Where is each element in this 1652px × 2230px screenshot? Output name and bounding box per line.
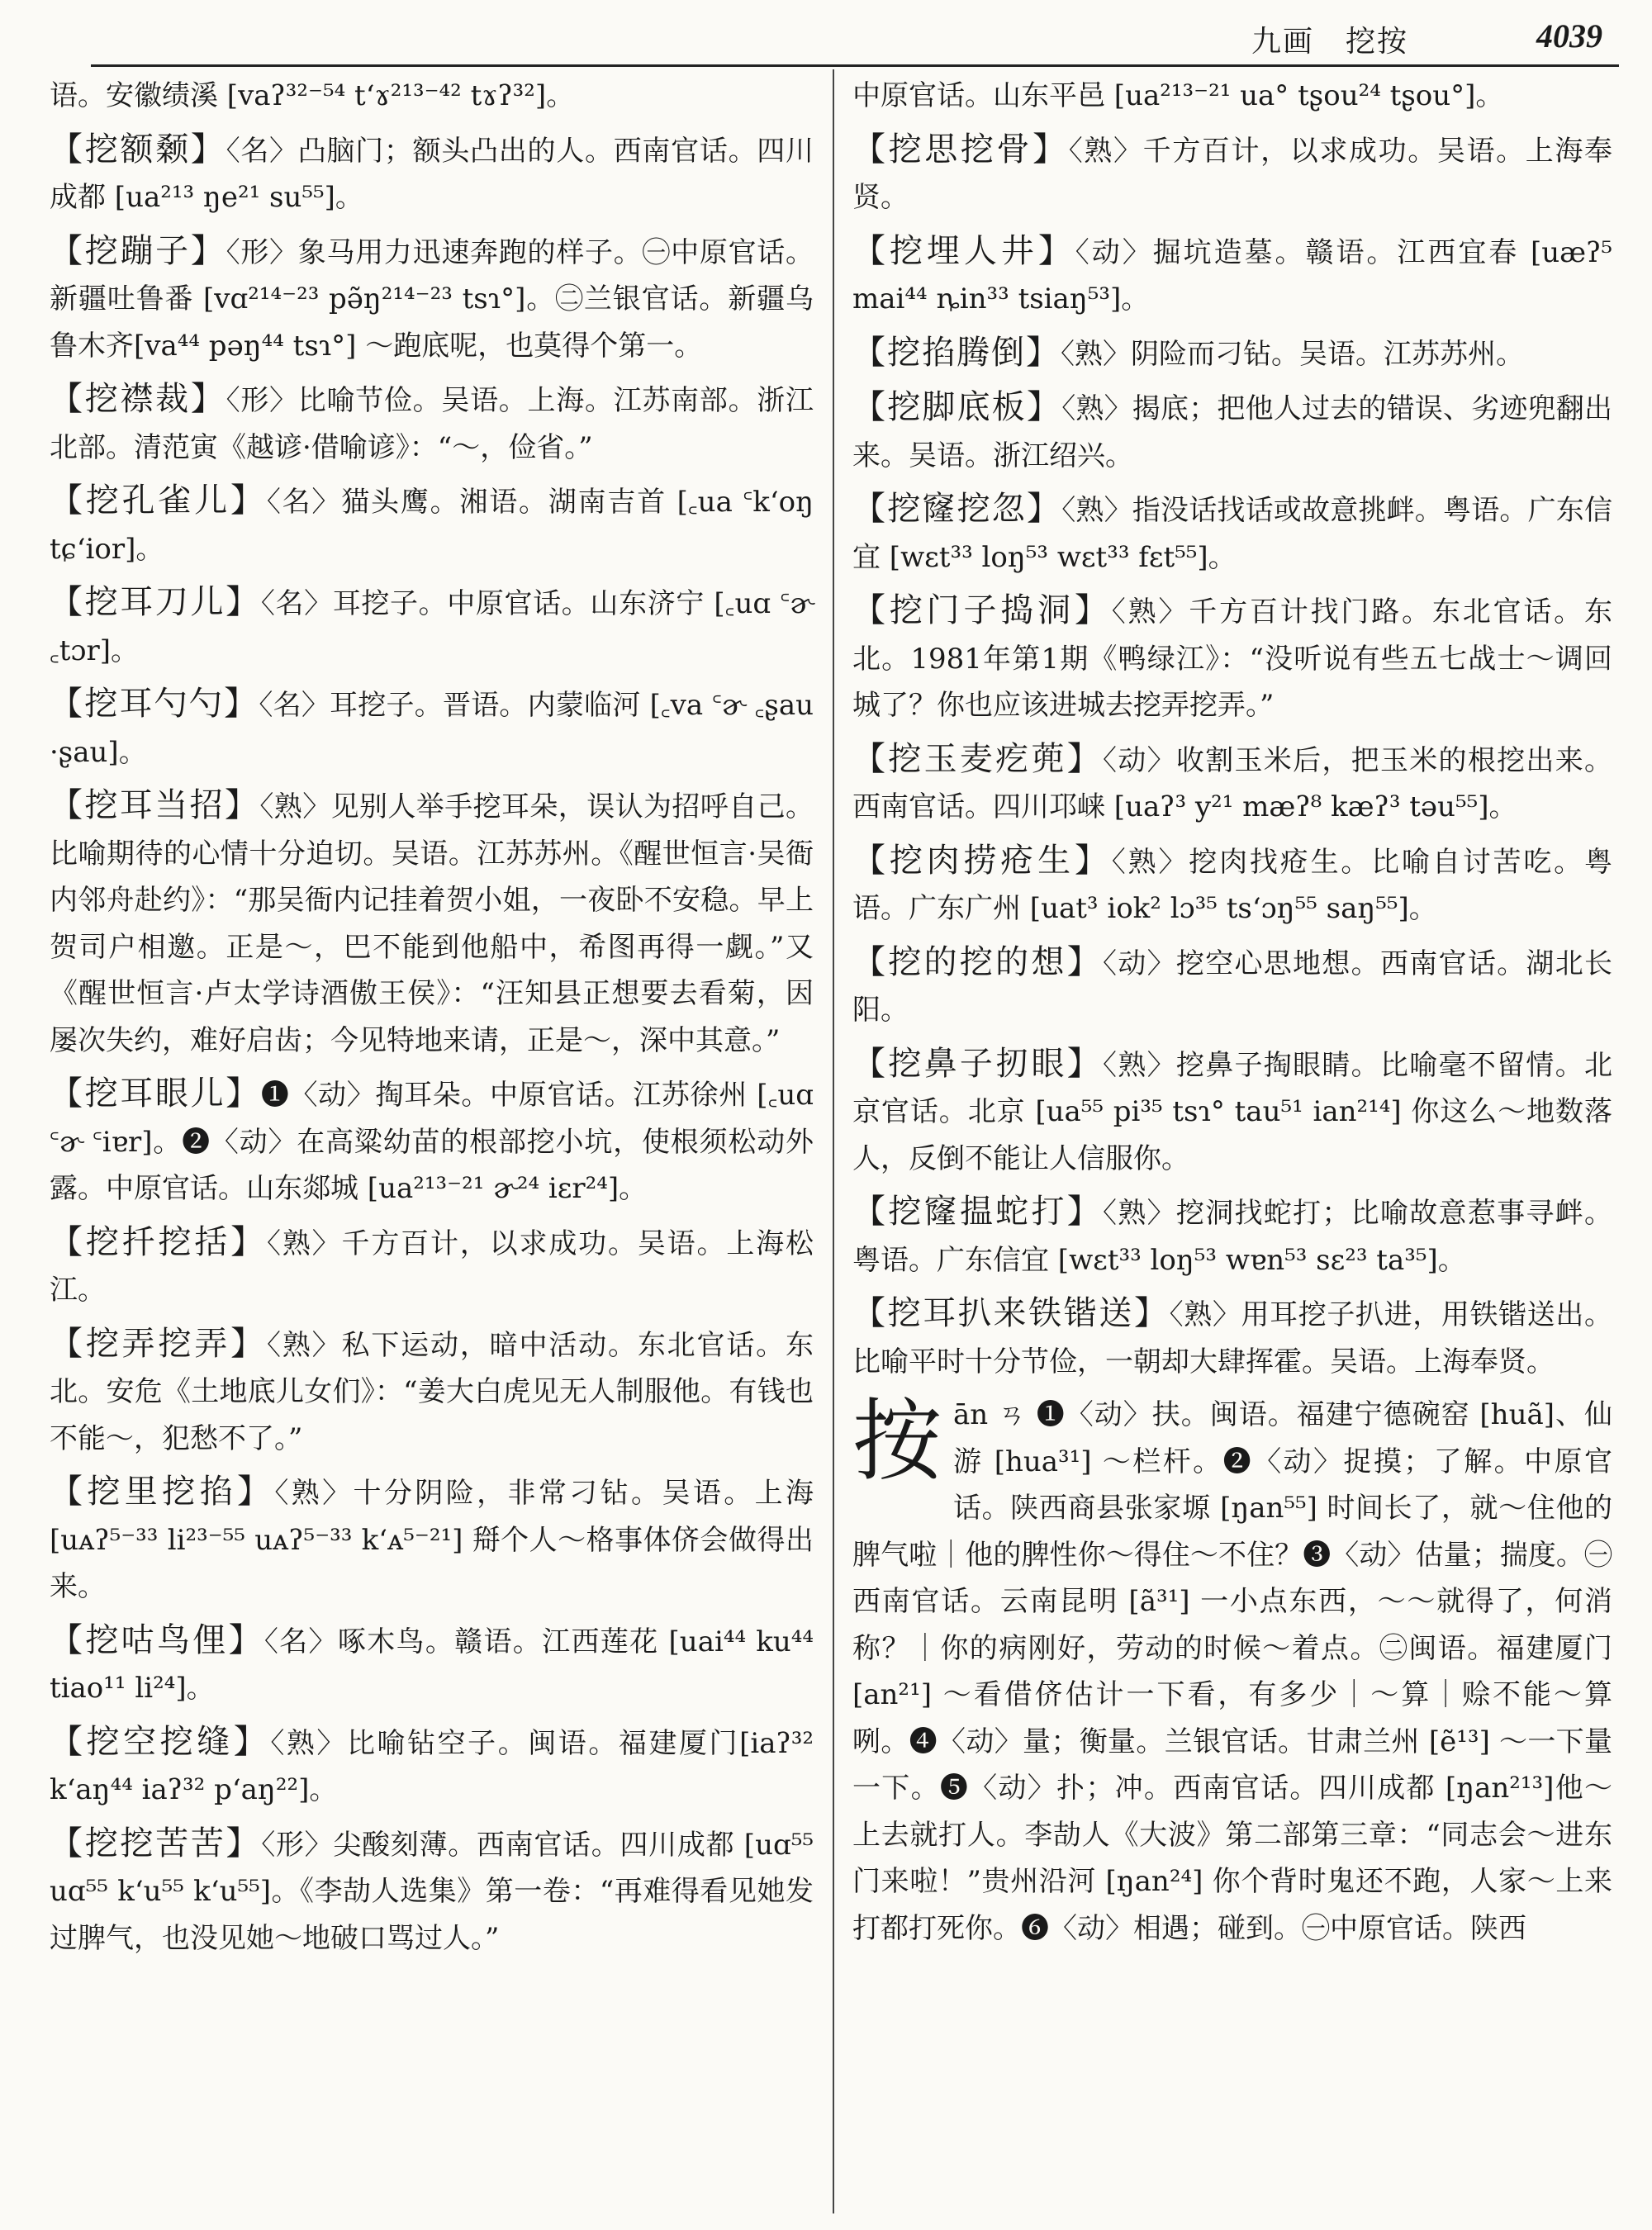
right-column xyxy=(852,71,1612,2213)
entry-text: 〈熟〉挖肉找疮生。比喻自讨苦吃。粤语。广东广州 [uat³ iok² lɔ³⁵ tsʻɔŋ⁵⁵ saŋ⁵⁵]。 xyxy=(852,845,1613,925)
entry-text: 〈名〉耳挖子。中原官话。山东济宁 [꜀uɑ ꜂ɚ ꜀tɔr]。 xyxy=(50,587,814,667)
headword: 【挖耳刀儿】 xyxy=(50,583,261,621)
entry-text: 〈形〉尖酸刻薄。西南官话。四川成都 [uɑ⁵⁵ uɑ⁵⁵ kʻu⁵⁵ kʻu⁵⁵]。《李劼人选集》第一卷：“再难得看见她发过脾气，也没见她～地破口骂过人。” xyxy=(50,1828,814,1955)
dictionary-entry xyxy=(852,384,1612,479)
headword: 【挖肉捞疮生】 xyxy=(852,841,1112,880)
dictionary-entry xyxy=(852,1041,1612,1183)
dictionary-entry xyxy=(50,1719,814,1814)
entry-text: 〈熟〉用耳挖子扒进，用铁锴送出。比喻平时十分节俭，一朝却大肆挥霍。吴语。上海奉贤。 xyxy=(852,1298,1612,1378)
dictionary-entry xyxy=(50,1070,814,1212)
headword: 【挖耳眼儿】 xyxy=(50,1075,261,1113)
headword: 【挖的挖的想】 xyxy=(852,942,1104,981)
dictionary-entry xyxy=(50,71,814,120)
headword: 【挖掐腾倒】 xyxy=(852,333,1061,372)
head-character: 按 xyxy=(852,1390,942,1493)
dictionary-entry xyxy=(852,126,1612,221)
headword: 【挖蹦子】 xyxy=(50,231,226,270)
headword: 【挖玉麦疙蔸】 xyxy=(852,739,1104,778)
column-divider xyxy=(833,69,834,2213)
entry-text: 〈熟〉阴险而刁钻。吴语。江苏苏州。 xyxy=(1061,337,1524,371)
dictionary-entry xyxy=(50,126,814,221)
left-column xyxy=(50,71,814,2213)
entry-text: ān ㄢ ❶〈动〉扶。闽语。福建宁德碗窑 [huã]、仙游 [hua³¹] ～栏杆。❷〈动〉捉摸；了解。中原官话。陕西商县张家塬 [ŋan⁵⁵] 时间长了，就～住他的脾气啦｜他的脾性你～得住～不住？❸〈动〉估量；揣度。㊀西南官话。云南昆明 [ã³¹] 一小点东西，～～就得了，何消称？｜你的病刚好，劳动的时候～着点。㊁闽语。福建厦门 [an²¹] ～看借侪估计一下看，有多少｜～算｜赊不能～算咧。❹〈动〉量；衡量。兰银官话。甘肃兰州 [ẽ¹³] ～一下量一下。❺〈动〉扑；冲。西南官话。四川成都 [ŋan²¹³]他～上去就打人。李劼人《大波》第二部第三章：“同志会～进东门来啦！”贵州沿河 [ŋan²⁴] 你个背时鬼还不跑，人家～上来打都打死你。❻〈动〉相遇；碰到。㊀中原官话。陕西 xyxy=(852,1398,1612,1945)
dictionary-entry xyxy=(852,837,1612,932)
page-number: 4039 xyxy=(1536,17,1602,55)
section-title: 九画 挖按 xyxy=(1251,25,1408,59)
dictionary-entry xyxy=(852,1290,1612,1385)
dictionary-entry xyxy=(852,486,1612,581)
entry-text: 〈形〉比喻节俭。吴语。上海。江苏南部。浙江北部。清范寅《越谚·借喻谚》：“～，俭省。” xyxy=(50,384,814,464)
character-entry-an xyxy=(852,1392,1612,1952)
headword: 【挖鼻子扨眼】 xyxy=(852,1044,1104,1083)
entry-text: 〈名〉凸脑门；额头凸出的人。西南官话。四川成都 [ua²¹³ ŋe²¹ su⁵⁵]。 xyxy=(50,134,814,214)
dictionary-entry xyxy=(852,939,1612,1034)
headword: 【挖耳当招】 xyxy=(50,786,260,824)
dictionary-entry xyxy=(852,736,1612,831)
entry-text: 〈名〉猫头鹰。湘语。湖南吉首 [꜀ua ꜂kʻoŋ tɕʻior]。 xyxy=(50,486,814,566)
headword: 【挖耳扒来铁锴送】 xyxy=(852,1294,1170,1332)
entry-text: 〈熟〉私下运动，暗中活动。东北官话。东北。安危《土地底儿女们》：“姜大白虎见无人制服他。有钱也不能～，犯愁不了。” xyxy=(50,1328,814,1455)
dictionary-entry xyxy=(50,782,814,1064)
entry-text: 语。安徽绩溪 [vaʔ³²⁻⁵⁴ tʻɤ²¹³⁻⁴² tɤʔ³²]。 xyxy=(50,79,575,112)
dictionary-entry xyxy=(50,376,814,471)
headword: 【挖空挖缝】 xyxy=(50,1722,271,1761)
dictionary-entry xyxy=(50,1617,814,1712)
headword: 【挖扦挖括】 xyxy=(50,1222,267,1261)
headword: 【挖里挖掐】 xyxy=(50,1473,275,1511)
headword: 【挖孔雀儿】 xyxy=(50,482,267,520)
headword: 【挖额颡】 xyxy=(50,130,226,168)
dictionary-entry xyxy=(50,1219,814,1314)
entry-text: 〈形〉象马用力迅速奔跑的样子。㊀中原官话。新疆吐鲁番 [vɑ²¹⁴⁻²³ pə̃ŋ²¹⁴⁻²³ tsɿ°]。㊁兰银官话。新疆乌鲁木齐[va⁴⁴ pəŋ⁴⁴ tsɿ°] ～跑底呢，也莫得个第一。 xyxy=(50,235,814,363)
entry-text: ❶〈动〉掏耳朵。中原官话。江苏徐州 [꜀uɑ ꜂ɚ ꜂iɐr]。❷〈动〉在高粱幼苗的根部挖小坑，使根须松动外露。中原官话。山东郯城 [ua²¹³⁻²¹ ɚ²⁴ iɛr²⁴]。 xyxy=(50,1079,814,1205)
dictionary-entry xyxy=(50,228,814,370)
entry-text: 〈熟〉十分阴险，非常刁钻。吴语。上海 [uᴀʔ⁵⁻³³ li²³⁻⁵⁵ uᴀʔ⁵⁻³³ kʻᴀ⁵⁻²¹] 搿个人～格事体侪会做得出来。 xyxy=(50,1477,814,1603)
headword: 【挖耳勺勺】 xyxy=(50,685,259,723)
dictionary-entry xyxy=(50,1321,814,1463)
dictionary-entry xyxy=(852,71,1612,120)
entry-text: 〈熟〉见别人举手挖耳朵，误认为招呼自己。比喻期待的心情十分迫切。吴语。江苏苏州。《醒世恒言·吴衙内邻舟赴约》：“那吴衙内记挂着贺小姐，一夜卧不安稳。早上贺司户相邀。正是～，巴不能到他船中，希图再得一觑。”又《醒世恒言·卢太学诗酒傲王侯》：“汪知县正想要去看菊，因屡次失约，难好启齿；今见特地来请，正是～，深中其意。” xyxy=(50,790,814,1057)
headword: 【挖窿挖忽】 xyxy=(852,490,1062,528)
headword: 【挖挖苦苦】 xyxy=(50,1824,262,1862)
dictionary-entry xyxy=(852,1189,1612,1283)
headword: 【挖弄挖弄】 xyxy=(50,1324,267,1363)
headword: 【挖门子捣洞】 xyxy=(852,591,1112,629)
dictionary-entry xyxy=(50,681,814,776)
entry-text: 〈熟〉千方百计找门路。东北官话。东北。1981年第1期《鸭绿江》：“没听说有些五七战士～调回城了？你也应该进城去挖弄挖弄。” xyxy=(852,595,1613,722)
entry-text: 〈动〉挖空心思地想。西南官话。湖北长阳。 xyxy=(852,947,1613,1027)
entry-text: 〈动〉收割玉米后，把玉米的根挖出来。西南官话。四川邛崃 [uaʔ³ y²¹ mæʔ⁸ kæʔ³ təu⁵⁵]。 xyxy=(852,743,1613,823)
headword: 【挖脚底板】 xyxy=(852,388,1062,426)
page-header xyxy=(91,0,1619,67)
headword: 【挖窿揾蛇打】 xyxy=(852,1193,1104,1231)
headword: 【挖咕鸟俚】 xyxy=(50,1620,264,1659)
dictionary-entry xyxy=(852,330,1612,378)
dictionary-entry xyxy=(852,587,1612,729)
headword: 【挖思挖骨】 xyxy=(852,130,1069,168)
entry-text: 〈熟〉千方百计，以求成功。吴语。上海松江。 xyxy=(50,1226,814,1307)
dictionary-entry xyxy=(50,477,814,572)
entry-text: 〈熟〉指没话找话或故意挑衅。粤语。广东信宜 [wɛt³³ loŋ⁵³ wɛt³³ fɛt⁵⁵]。 xyxy=(852,494,1613,574)
entry-text: 〈熟〉挖鼻子掏眼睛。比喻毫不留情。北京官话。北京 [ua⁵⁵ pi³⁵ tsɿ° tau⁵¹ ian²¹⁴] 你这么～地数落人，反倒不能让人信服你。 xyxy=(852,1048,1613,1175)
entry-text: 〈熟〉千方百计，以求成功。吴语。上海奉贤。 xyxy=(852,134,1612,214)
headword: 【挖埋人井】 xyxy=(852,231,1075,270)
entry-text: 〈动〉掘坑造墓。赣语。江西宜春 [uæʔ⁵ mai⁴⁴ ȵin³³ tsiaŋ⁵³]。 xyxy=(852,235,1613,316)
dictionary-entry xyxy=(50,1820,814,1962)
entry-text: 〈熟〉挖洞找蛇打；比喻故意惹事寻衅。粤语。广东信宜 [wɛt³³ loŋ⁵³ wɐn⁵³ sɛ²³ ta³⁵]。 xyxy=(852,1197,1613,1277)
entry-text: 中原官话。山东平邑 [ua²¹³⁻²¹ ua° tʂou²⁴ tʂou°]。 xyxy=(852,79,1504,112)
entry-text: 〈熟〉比喻钻空子。闽语。福建厦门[iaʔ³² kʻaŋ⁴⁴ iaʔ³² pʻaŋ²²]。 xyxy=(50,1726,814,1806)
entry-text: 〈名〉耳挖子。晋语。内蒙临河 [꜀va ꜂ɚ ꜀ʂau ·ʂau]。 xyxy=(50,689,814,769)
entry-text: 〈名〉啄木鸟。赣语。江西莲花 [uai⁴⁴ ku⁴⁴ tiao¹¹ li²⁴]。 xyxy=(50,1625,814,1705)
headword: 【挖襟裁】 xyxy=(50,380,226,418)
dictionary-entry xyxy=(852,228,1612,323)
dictionary-entry xyxy=(50,579,814,674)
dictionary-entry xyxy=(50,1468,814,1611)
entry-text: 〈熟〉揭底；把他人过去的错误、劣迹兜翻出来。吴语。浙江绍兴。 xyxy=(852,392,1613,472)
